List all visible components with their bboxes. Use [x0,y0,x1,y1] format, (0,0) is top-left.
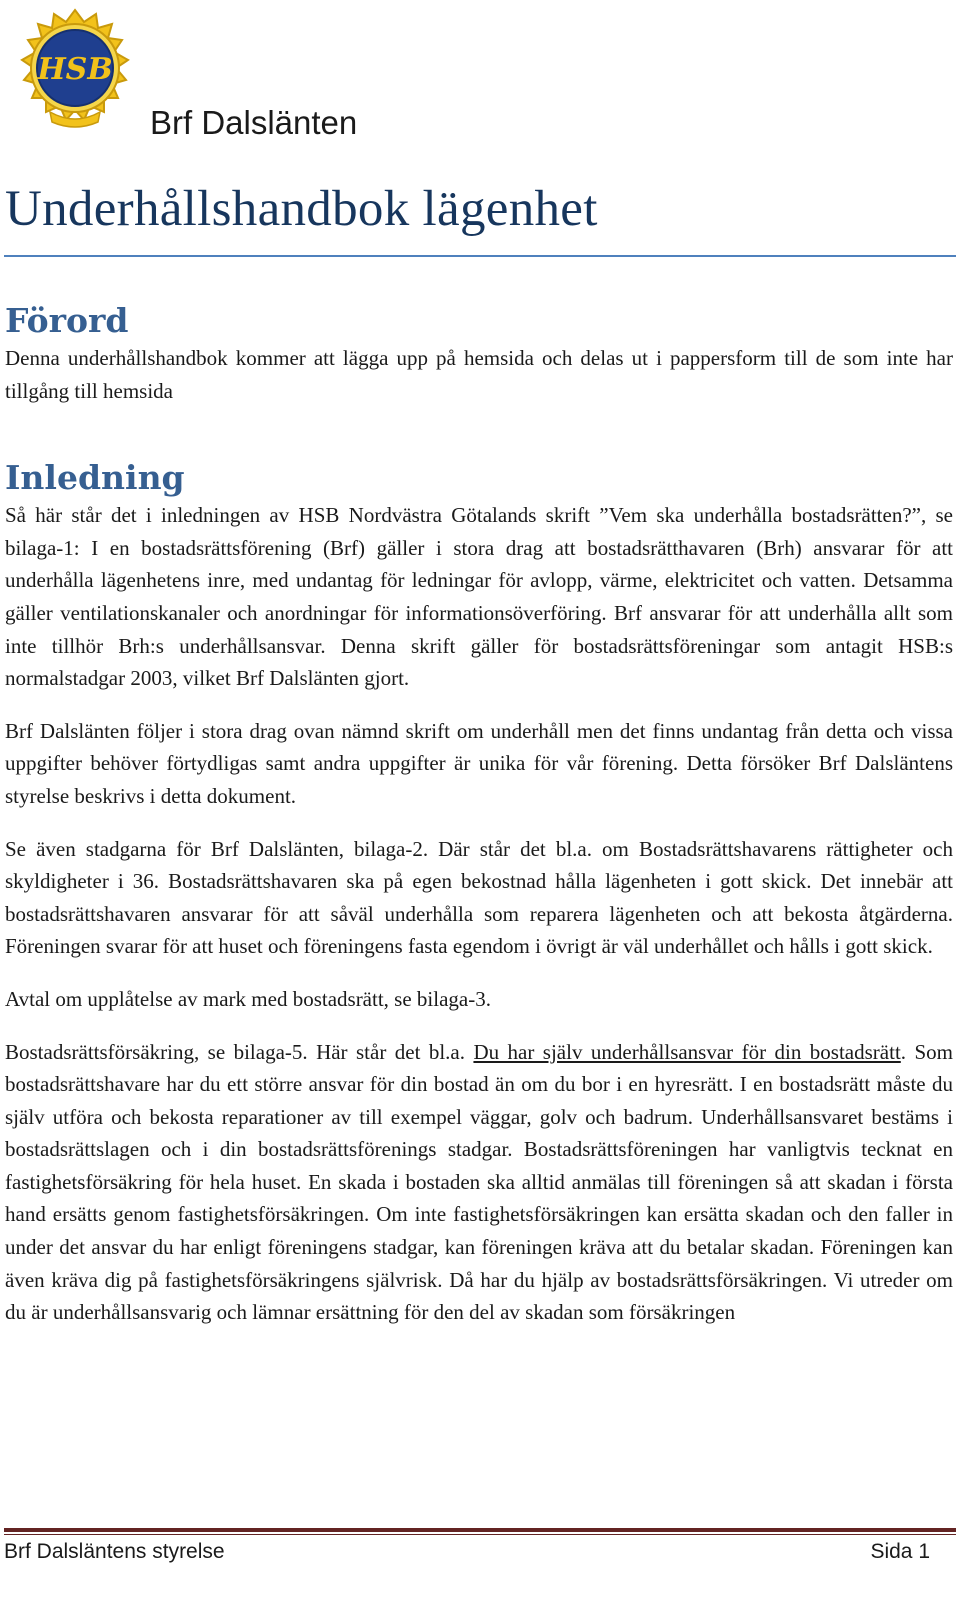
forord-paragraph: Denna underhållshandbok kommer att lägga upp på hemsida och delas ut i pappersform till de som inte har tillgång till hemsida [5,346,953,403]
document-body [5,300,953,1329]
insurance-intro: Bostadsrättsförsäkring, se bilaga-5. Här står det bl.a. [5,1039,474,1064]
insurance-underlined-text: Du har själv underhållsansvar för din bostadsrätt [473,1039,901,1064]
inledning-paragraph-1: Så här står det i inledningen av HSB Nordvästra Götalands skrift ”Vem ska underhålla bostadsrätten?”, se bilaga-1: I en bostadsrättsförening (Brf) gäller i stora drag att bostadsrätthavaren (Brh) ansvarar för att underhålla lägenhetens inre, med undantag för ledningar för avlopp, värme, elektricitet och vatten. Detsamma gäller ventilationskanaler och anordningar för informationsöverföring. Brf ansvarar för att underhålla allt som inte tillhör Brh:s underhållsansvar. Denna skrift gäller för bostadsrättsföreningar som antagit HSB:s normalstadgar 2003, vilket Brf Dalslänten gjort. [5,503,953,691]
inledning-paragraph-2: Brf Dalslänten följer i stora drag ovan nämnd skrift om underhåll men det finns undantag från detta och vissa uppgifter behöver förtydligas samt andra uppgifter är unika för vår förening. Detta försöker Brf Dalsläntens styrelse beskrivs i detta dokument. [5,718,953,808]
document-title: Underhållshandbok lägenhet [5,181,598,237]
insurance-rest: . Som bostadsrättshavare har du ett större ansvar för din bostad än om du bor i en hyresrätt. I en bostadsrätt måste du själv utföra och bekosta reparationer av till exempel väggar, golv och badrum. Underhållsansvaret bestäms i bostadsrättslagen och i din bostadsrättsförenings stadgar. Bostadsrättsföreningen har vanligtvis tecknat en fastighetsförsäkring för hela huset. En skada i bostaden ska alltid anmälas till föreningen så att skadan i första hand ersätts genom fastighetsförsäkringen. Om inte fastighetsförsäkringen kan ersätta skadan och den faller in under det ansvar du har enligt föreningens stadgar, kan föreningen kräva att du betalar skadan. Föreningen kan även kräva dig på fastighetsförsäkringens självrisk. Då har du hjälp av bostadsrättsförsäkringen. Vi utreder om du är underhållsansvarig och lämnar ersättning för den del av skadan som försäkringen [5,1039,953,1325]
footer-divider-thin [4,1534,956,1535]
section-heading-forord: Förord [5,301,129,340]
page-number: Sida 1 [870,1540,930,1563]
inledning-paragraph-4: Avtal om upplåtelse av mark med bostadsrätt, se bilaga-3. [5,986,491,1011]
footer-divider [4,1528,956,1532]
insurance-paragraph [5,1036,953,1329]
hsb-logo [10,4,140,134]
logo-text: HSB [37,52,113,87]
title-divider [4,255,956,257]
inledning-paragraph-3: Se även stadgarna för Brf Dalslänten, bilaga-2. Där står det bl.a. om Bostadsrättshavarens rättigheter och skyldigheter i 36. Bostadsrättshavaren ska på egen bekostnad hålla lägenheten i gott skick. Det innebär att bostadsrättshavaren ansvarar för att såväl underhålla som reparera lägenheten och att bekosta åtgärderna. Föreningen svarar för att huset och föreningens fasta egendom i övrigt är väl underhållet och hålls i gott skick. [5,836,953,959]
footer-author: Brf Dalsläntens styrelse [4,1540,225,1563]
organization-name: Brf Dalslänten [150,104,358,141]
section-heading-inledning: Inledning [5,458,185,498]
